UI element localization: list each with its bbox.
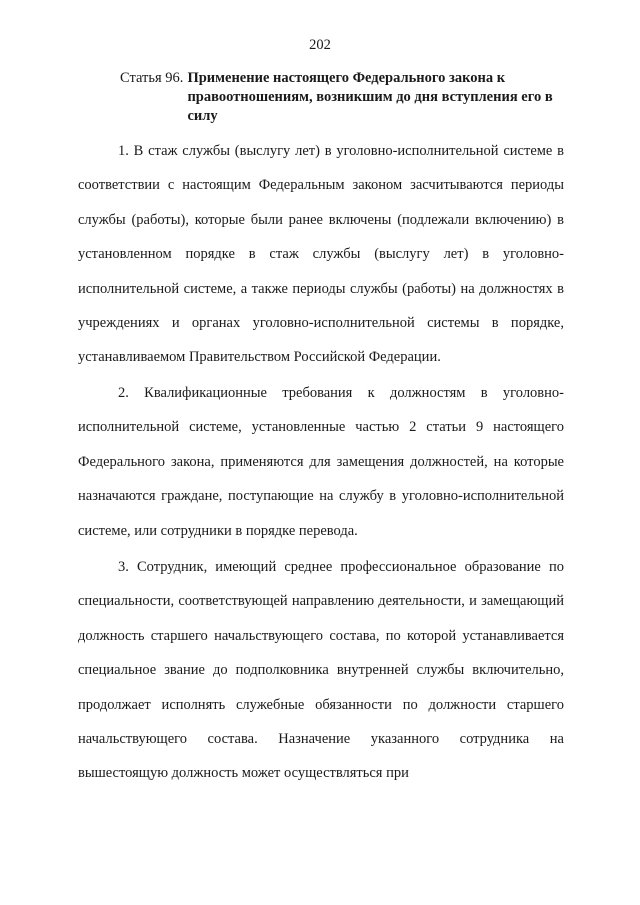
paragraph-2: 2. Квалификационные требования к должностям в уголовно-исполнительной системе, установленные частью 2 статьи 9 настоящего Федерального закона, применяются для замещения должностей, на которые назначаются граждане, поступающие на службу в уголовно-исполнительной системе, или сотрудники в порядке перевода. [78, 385, 564, 539]
paragraph-1: 1. В стаж службы (выслугу лет) в уголовно-исполнительной системе в соответствии с настоящим Федеральным законом засчитываются периоды службы (работы), которые были ранее включены (подлежали включению) в установленном порядке в стаж службы (выслугу лет) в уголовно-исполнительной системе, а также периоды службы (работы) на должностях в учреждениях и органах уголовно-исполнительной системы в порядке, устанавливаемом Правительством Российской Федерации. [78, 143, 564, 366]
article-prefix: Статья 96. [120, 70, 184, 86]
page-number: 202 [309, 37, 331, 53]
paragraph-3: 3. Сотрудник, имеющий среднее профессиональное образование по специальности, соответствующей направлению деятельности, и замещающий должность старшего начальствующего состава, по которой устанавливается специальное звание до подполковника внутренней службы включительно, продолжает исполнять служебные обязанности по должности старшего начальствующего состава. Назначение указанного сотрудника на вышестоящую должность может осуществляться при [78, 559, 564, 782]
article-title: Применение настоящего Федерального закона к правоотношениям, возникшим до дня вступления его в силу [187, 70, 553, 124]
article-heading [120, 69, 570, 126]
